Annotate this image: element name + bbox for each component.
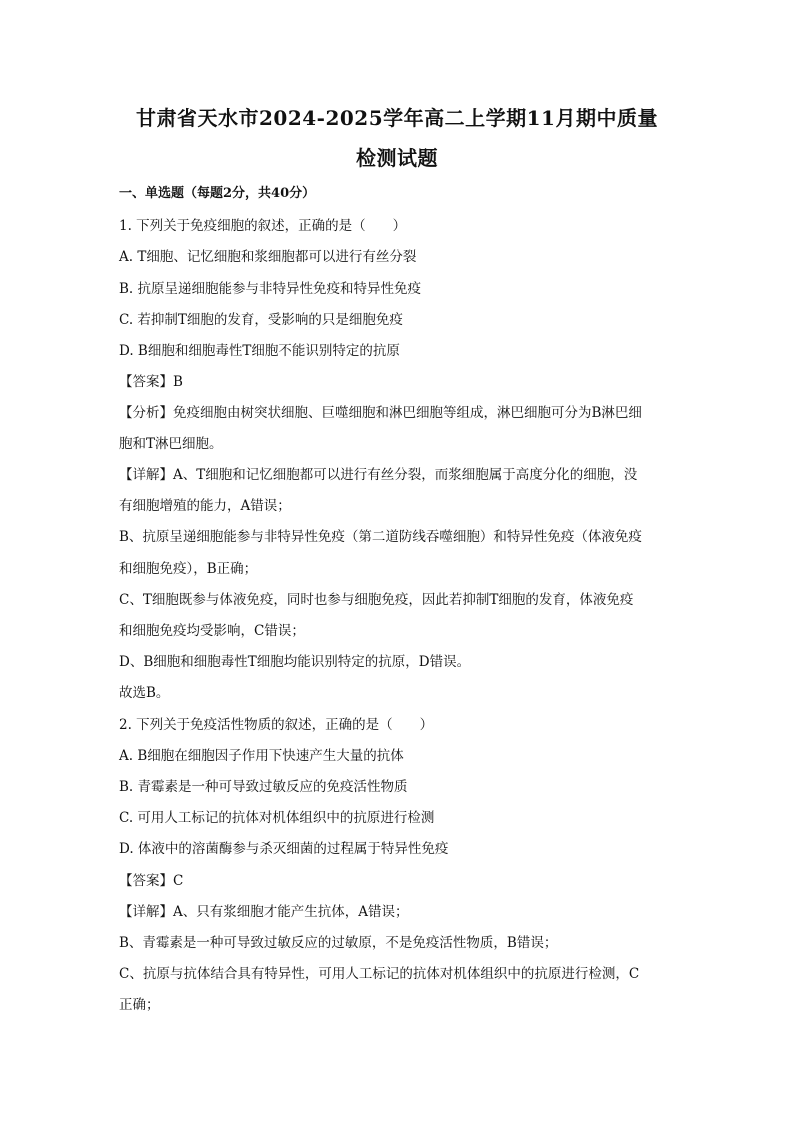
document-title-line-2: 检测试题 xyxy=(356,146,438,170)
question-1-explanation-line: C、T细胞既参与体液免疫，同时也参与细胞免疫，因此若抑制T细胞的发育，体液免疫 xyxy=(119,592,634,608)
question-1-explanation-line: 【详解】A、T细胞和记忆细胞都可以进行有丝分裂，而浆细胞属于高度分化的细胞，没 xyxy=(119,467,638,483)
question-1-option-d: D. B细胞和细胞毒性T细胞不能识别特定的抗原 xyxy=(119,343,400,359)
question-1-conclusion: 故选B。 xyxy=(119,685,170,701)
question-1-analysis-line: 【分析】免疫细胞由树突状细胞、巨噬细胞和淋巴细胞等组成，淋巴细胞可分为B淋巴细 xyxy=(119,405,642,421)
question-2-explanation-line: 正确； xyxy=(119,997,160,1013)
question-2-option-b: B. 青霉素是一种可导致过敏反应的免疫活性物质 xyxy=(119,779,408,795)
question-2-explanation-line: B、青霉素是一种可导致过敏反应的过敏原，不是免疫活性物质，B错误； xyxy=(119,935,558,951)
question-1-explanation-line: 有细胞增殖的能力，A错误； xyxy=(119,498,291,514)
question-1-explanation-line: B、抗原呈递细胞能参与非特异性免疫（第二道防线吞噬细胞）和特异性免疫（体液免疫 xyxy=(119,529,642,545)
question-1-option-c: C. 若抑制T细胞的发育，受影响的只是细胞免疫 xyxy=(119,312,403,328)
question-1-option-b: B. 抗原呈递细胞能参与非特异性免疫和特异性免疫 xyxy=(119,281,422,297)
question-2-option-c: C. 可用人工标记的抗体对机体组织中的抗原进行检测 xyxy=(119,810,435,826)
question-1-explanation-line: 和细胞免疫均受影响，C错误； xyxy=(119,623,305,639)
question-2-option-d: D. 体液中的溶菌酶参与杀灭细菌的过程属于特异性免疫 xyxy=(119,841,449,857)
question-1-answer: 【答案】B xyxy=(119,374,183,390)
question-2-explanation-line: 【详解】A、只有浆细胞才能产生抗体，A错误； xyxy=(119,904,409,920)
question-1-option-a: A. T细胞、记忆细胞和浆细胞都可以进行有丝分裂 xyxy=(119,249,417,265)
question-2-answer: 【答案】C xyxy=(119,873,184,889)
document-title-line-1: 甘肃省天水市2024-2025学年高二上学期11月期中质量 xyxy=(136,106,658,130)
question-2-stem: 2. 下列关于免疫活性物质的叙述，正确的是（ ） xyxy=(119,717,434,733)
section-heading: 一、单选题（每题2分，共40分） xyxy=(119,186,316,201)
question-2-option-a: A. B细胞在细胞因子作用下快速产生大量的抗体 xyxy=(119,748,404,764)
question-1-explanation-line: 和细胞免疫），B正确； xyxy=(119,561,258,577)
question-1-stem: 1. 下列关于免疫细胞的叙述，正确的是（ ） xyxy=(119,218,407,234)
question-2-explanation-line: C、抗原与抗体结合具有特异性，可用人工标记的抗体对机体组织中的抗原进行检测，C xyxy=(119,966,640,982)
question-1-explanation-line: D、B细胞和细胞毒性T细胞均能识别特定的抗原，D错误。 xyxy=(119,654,471,670)
question-1-analysis-line: 胞和T淋巴细胞。 xyxy=(119,436,223,452)
